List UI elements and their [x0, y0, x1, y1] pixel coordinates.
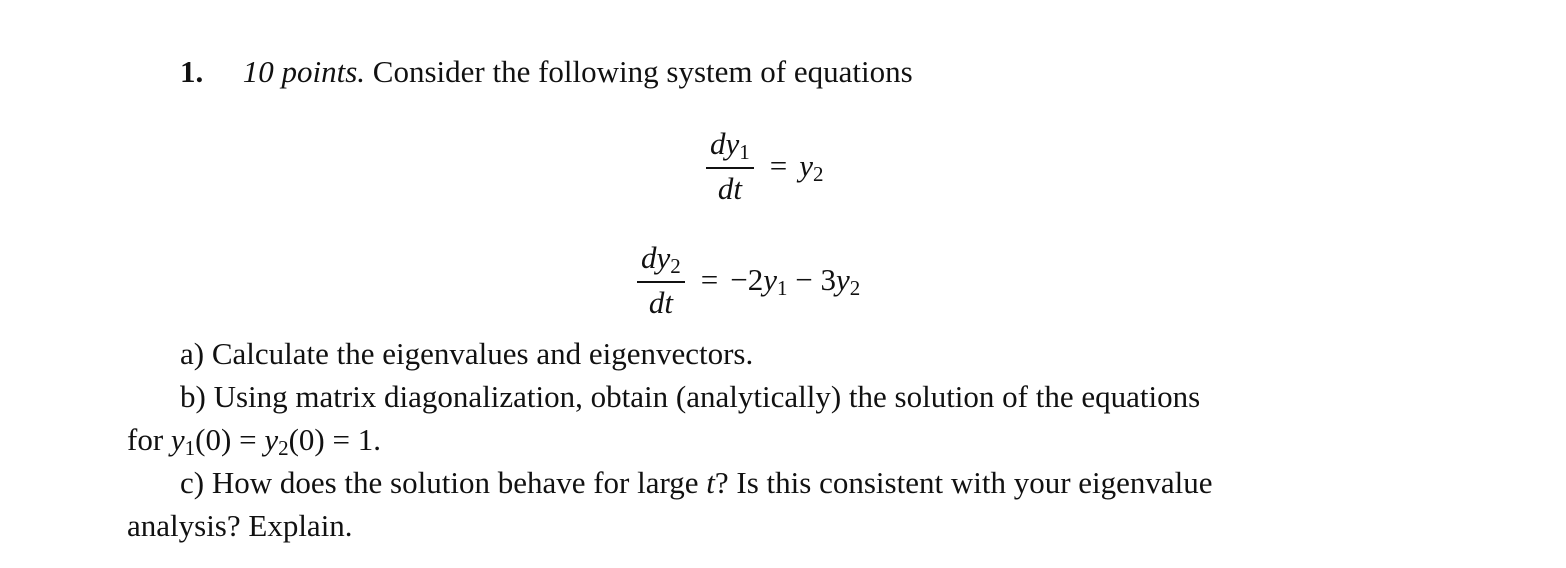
problem-intro: Consider the following system of equations	[372, 54, 913, 89]
equation-2-rhs: −2y1 − 3y2	[730, 262, 861, 301]
part-b-line-2: for y1(0) = y2(0) = 1.	[127, 422, 381, 460]
part-b-line-1: b) Using matrix diagonalization, obtain (analytically) the solution of the equations	[180, 379, 1201, 414]
equation-1-rhs: y2	[799, 148, 824, 187]
equation-1-fraction	[706, 126, 754, 207]
fraction-bar	[637, 281, 685, 283]
equation-1-numerator: dy1	[710, 126, 750, 164]
problem-points: 10 points.	[242, 54, 366, 89]
equation-2	[637, 240, 860, 321]
equation-2-denominator: dt	[648, 284, 673, 320]
part-c-line-1: c) How does the solution behave for large t? Is this consistent with your eigenvalue	[180, 465, 1213, 500]
equation-1-denominator: dt	[717, 170, 742, 206]
problem-number: 1.	[180, 54, 204, 89]
equation-1	[706, 126, 824, 207]
problem-header	[180, 54, 913, 90]
equation-2-equals: =	[700, 262, 719, 298]
part-a: a) Calculate the eigenvalues and eigenvectors.	[180, 336, 754, 371]
fraction-bar	[706, 167, 754, 169]
equation-2-fraction	[637, 240, 685, 321]
equation-2-numerator: dy2	[641, 240, 681, 278]
equation-1-equals: =	[769, 148, 788, 184]
part-c-line-2: analysis? Explain.	[127, 508, 353, 543]
